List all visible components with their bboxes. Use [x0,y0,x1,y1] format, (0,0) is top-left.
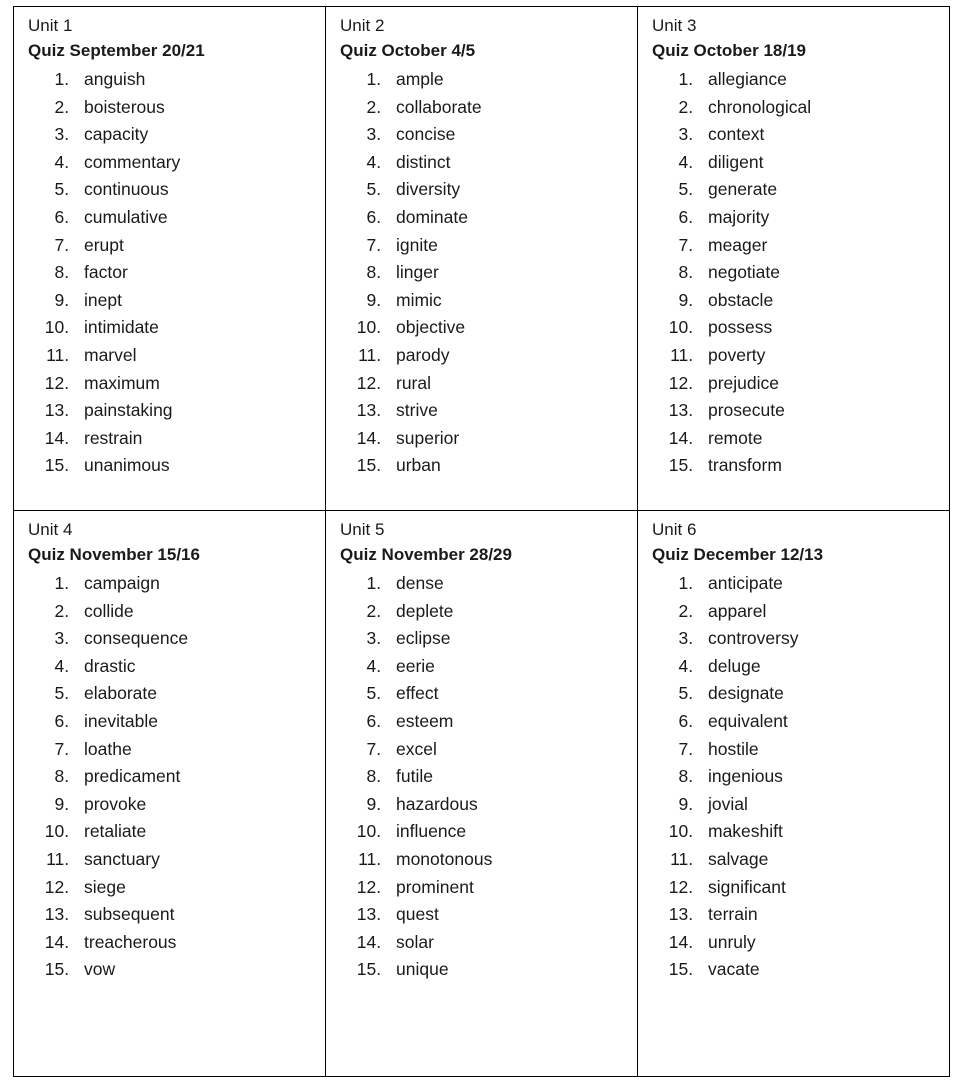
list-item: 14. unruly [698,929,939,957]
word-list-unit-6 [650,570,939,984]
list-item: 15. transform [698,452,939,480]
list-item: 2. chronological [698,94,939,122]
unit-cell-2 [326,7,638,511]
list-item: 3. capacity [74,121,315,149]
list-item: 3. eclipse [386,625,627,653]
list-item: 15. unanimous [74,452,315,480]
list-item: 15. vow [74,956,315,984]
list-item: 8. negotiate [698,259,939,287]
list-item: 7. ignite [386,232,627,260]
list-item: 13. quest [386,901,627,929]
list-item: 10. objective [386,314,627,342]
list-item: 5. continuous [74,176,315,204]
list-item: 5. diversity [386,176,627,204]
list-item: 2. collide [74,598,315,626]
vocabulary-table [13,6,950,1077]
list-item: 6. cumulative [74,204,315,232]
list-item: 11. marvel [74,342,315,370]
list-item: 4. commentary [74,149,315,177]
list-item: 13. terrain [698,901,939,929]
list-item: 15. urban [386,452,627,480]
list-item: 14. remote [698,425,939,453]
list-item: 6. esteem [386,708,627,736]
list-item: 9. inept [74,287,315,315]
list-item: 14. restrain [74,425,315,453]
list-item: 11. salvage [698,846,939,874]
list-item: 12. maximum [74,370,315,398]
list-item: 1. campaign [74,570,315,598]
list-item: 5. generate [698,176,939,204]
list-item: 12. siege [74,874,315,902]
list-item: 4. eerie [386,653,627,681]
list-item: 5. elaborate [74,680,315,708]
list-item: 7. hostile [698,736,939,764]
list-item: 13. strive [386,397,627,425]
list-item: 9. hazardous [386,791,627,819]
list-item: 11. monotonous [386,846,627,874]
list-item: 5. designate [698,680,939,708]
unit-cell-6 [638,511,950,1077]
unit-cell-3 [638,7,950,511]
list-item: 7. excel [386,736,627,764]
list-item: 2. deplete [386,598,627,626]
word-list-unit-5 [338,570,627,984]
quiz-date-label: Quiz November 15/16 [28,545,200,564]
list-item: 15. unique [386,956,627,984]
list-item: 13. prosecute [698,397,939,425]
list-item: 14. solar [386,929,627,957]
list-item: 6. equivalent [698,708,939,736]
list-item: 1. dense [386,570,627,598]
quiz-date-label: Quiz October 18/19 [652,41,806,60]
unit-label: Unit 2 [340,16,385,35]
list-item: 10. influence [386,818,627,846]
list-item: 9. obstacle [698,287,939,315]
list-item: 11. sanctuary [74,846,315,874]
list-item: 3. concise [386,121,627,149]
unit-cell-1 [14,7,326,511]
unit-label: Unit 1 [28,16,73,35]
unit-label: Unit 4 [28,520,73,539]
list-item: 2. apparel [698,598,939,626]
list-item: 3. consequence [74,625,315,653]
word-list-unit-3 [650,66,939,480]
unit-label: Unit 3 [652,16,697,35]
list-item: 8. predicament [74,763,315,791]
list-item: 14. superior [386,425,627,453]
quiz-date-label: Quiz November 28/29 [340,545,512,564]
list-item: 1. ample [386,66,627,94]
quiz-date-label: Quiz September 20/21 [28,41,205,60]
list-item: 9. provoke [74,791,315,819]
table-row [14,511,950,1077]
list-item: 4. drastic [74,653,315,681]
unit-label: Unit 5 [340,520,385,539]
list-item: 8. factor [74,259,315,287]
list-item: 4. distinct [386,149,627,177]
table-row [14,7,950,511]
list-item: 7. loathe [74,736,315,764]
quiz-date-label: Quiz October 4/5 [340,41,476,60]
list-item: 10. possess [698,314,939,342]
list-item: 13. subsequent [74,901,315,929]
list-item: 7. meager [698,232,939,260]
list-item: 2. collaborate [386,94,627,122]
list-item: 10. retaliate [74,818,315,846]
list-item: 15. vacate [698,956,939,984]
list-item: 6. dominate [386,204,627,232]
list-item: 1. allegiance [698,66,939,94]
list-item: 3. context [698,121,939,149]
vocabulary-table-body [14,7,950,1077]
word-list-unit-4 [26,570,315,984]
list-item: 12. rural [386,370,627,398]
quiz-date-label: Quiz December 12/13 [652,545,824,564]
list-item: 9. mimic [386,287,627,315]
word-list-unit-2 [338,66,627,480]
list-item: 4. deluge [698,653,939,681]
list-item: 1. anticipate [698,570,939,598]
list-item: 10. intimidate [74,314,315,342]
list-item: 12. prejudice [698,370,939,398]
list-item: 11. poverty [698,342,939,370]
unit-cell-5 [326,511,638,1077]
unit-cell-4 [14,511,326,1077]
list-item: 12. prominent [386,874,627,902]
list-item: 2. boisterous [74,94,315,122]
list-item: 8. ingenious [698,763,939,791]
list-item: 4. diligent [698,149,939,177]
list-item: 6. inevitable [74,708,315,736]
list-item: 5. effect [386,680,627,708]
list-item: 8. linger [386,259,627,287]
unit-label: Unit 6 [652,520,697,539]
list-item: 14. treacherous [74,929,315,957]
list-item: 9. jovial [698,791,939,819]
list-item: 11. parody [386,342,627,370]
list-item: 1. anguish [74,66,315,94]
list-item: 7. erupt [74,232,315,260]
list-item: 8. futile [386,763,627,791]
list-item: 13. painstaking [74,397,315,425]
list-item: 12. significant [698,874,939,902]
list-item: 6. majority [698,204,939,232]
list-item: 3. controversy [698,625,939,653]
word-list-unit-1 [26,66,315,480]
vocabulary-page [0,6,962,1086]
list-item: 10. makeshift [698,818,939,846]
